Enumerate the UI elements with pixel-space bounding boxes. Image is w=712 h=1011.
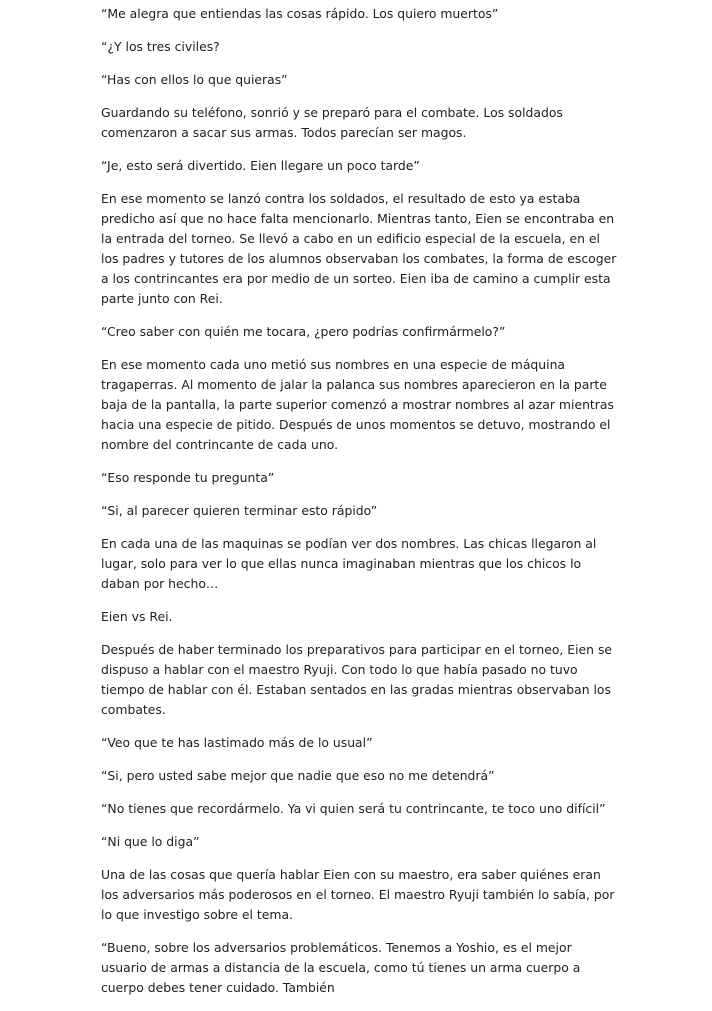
paragraph-dialogue: “Je, esto será divertido. Eien llegare un poco tarde”: [101, 158, 420, 173]
paragraph-dialogue: “Bueno, sobre los adversarios problemáticos. Tenemos a Yoshio, es el mejor usuario de armas a distancia de la escuela, como tú tienes un arma cuerpo a cuerpo debes tener cuidado. También: [101, 940, 581, 995]
paragraph-dialogue: “Me alegra que entiendas las cosas rápido. Los quiero muertos”: [101, 6, 499, 21]
paragraph-dialogue: “Veo que te has lastimado más de lo usual”: [101, 735, 373, 750]
paragraph-narration: En ese momento se lanzó contra los soldados, el resultado de esto ya estaba predicho así que no hace falta mencionarlo. Mientras tanto, Eien se encontraba en la entrada del torneo. Se llevó a cabo en un edificio especial de la escuela, en el los padres y tutores de los alumnos observaban los combates, la forma de escoger a los contrincantes era por medio de un sorteo. Eien iba de camino a cumplir esta parte junto con Rei.: [101, 191, 617, 306]
paragraph-dialogue: “¿Y los tres civiles?: [101, 39, 220, 54]
paragraph-narration: Eien vs Rei.: [101, 609, 173, 624]
paragraph-dialogue: “Eso responde tu pregunta”: [101, 470, 275, 485]
paragraph-narration: Después de haber terminado los preparativos para participar en el torneo, Eien se dispuso a hablar con el maestro Ryuji. Con todo lo que había pasado no tuvo tiempo de hablar con él. Estaban sentados en las gradas mientras observaban los combates.: [101, 642, 613, 717]
paragraph-narration: En cada una de las maquinas se podían ver dos nombres. Las chicas llegaron al lugar, solo para ver lo que ellas nunca imaginaban mientras que los chicos lo daban por hecho…: [101, 536, 597, 591]
paragraph-dialogue: “Si, pero usted sabe mejor que nadie que eso no me detendrá”: [101, 768, 495, 783]
paragraph-dialogue: “Creo saber con quién me tocara, ¿pero podrías confirmármelo?”: [101, 324, 506, 339]
paragraph-dialogue: “No tienes que recordármelo. Ya vi quien será tu contrincante, te toco uno difícil”: [101, 801, 606, 816]
paragraph-narration: En ese momento cada uno metió sus nombres en una especie de máquina tragaperras. Al momento de jalar la palanca sus nombres aparecieron en la parte baja de la pantalla, la parte superior comenzó a mostrar nombres al azar mientras hacia una especie de pitido. Después de unos momentos se detuvo, mostrando el nombre del contrincante de cada uno.: [101, 357, 614, 452]
paragraph-dialogue: “Has con ellos lo que quieras”: [101, 72, 288, 87]
document-body: [101, 0, 621, 1011]
paragraph-dialogue: “Si, al parecer quieren terminar esto rápido”: [101, 503, 378, 518]
paragraph-narration: Una de las cosas que quería hablar Eien con su maestro, era saber quiénes eran los adversarios más poderosos en el torneo. El maestro Ryuji también lo sabía, por lo que investigo sobre el tema.: [101, 867, 615, 922]
paragraph-dialogue: “Ni que lo diga”: [101, 834, 200, 849]
paragraph-narration: Guardando su teléfono, sonrió y se preparó para el combate. Los soldados comenzaron a sacar sus armas. Todos parecían ser magos.: [101, 105, 563, 140]
